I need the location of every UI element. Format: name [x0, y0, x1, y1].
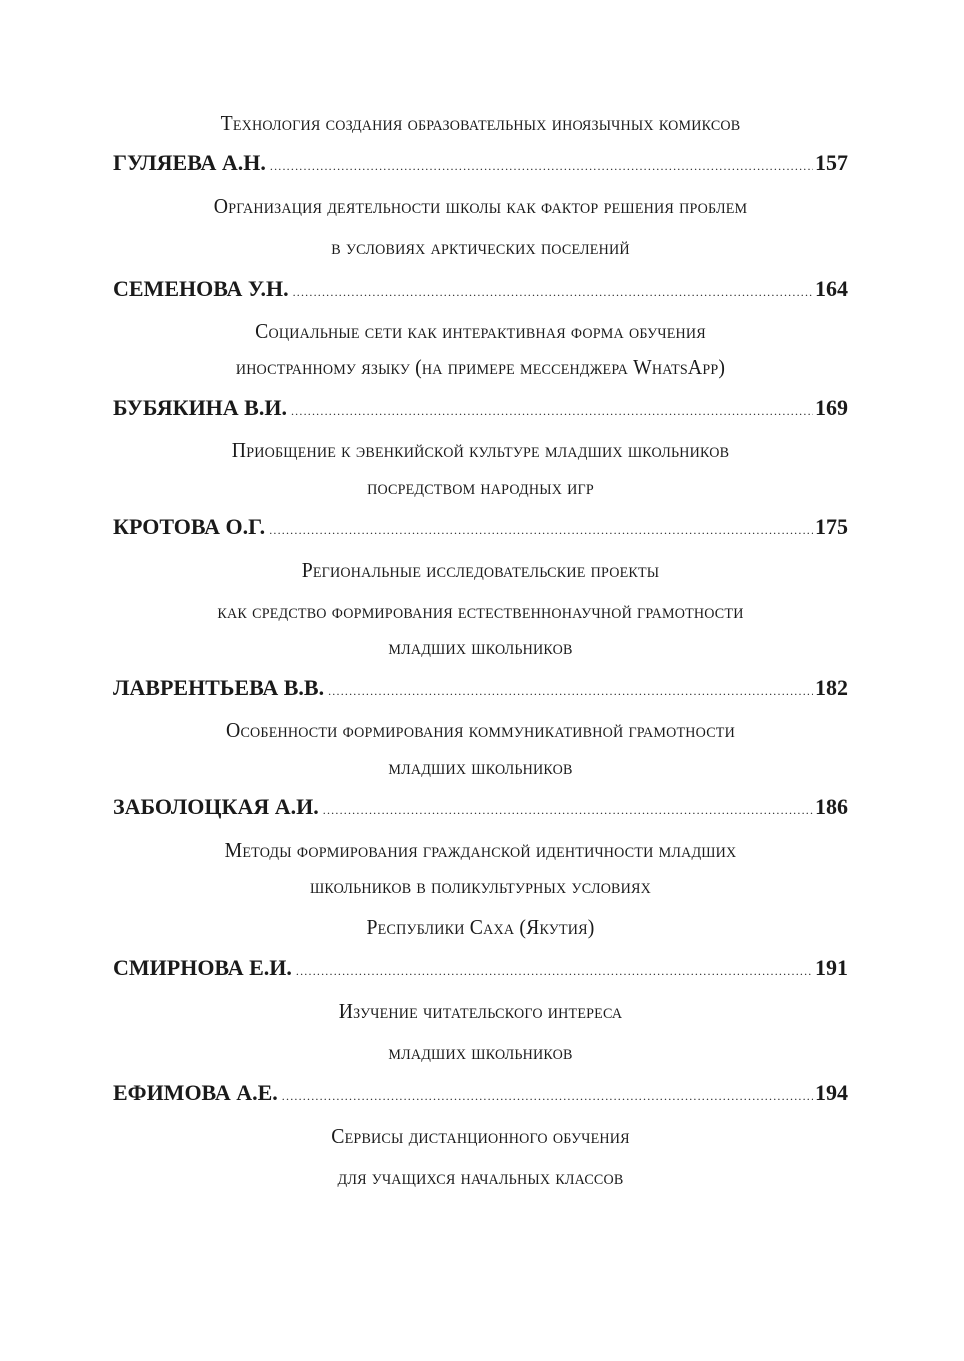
dot-leader [323, 803, 813, 818]
page-number: 175 [815, 514, 848, 539]
entry-title: Методы формирования гражданской идентичности младших [224, 838, 737, 862]
author-name: СМИРНОВА Е.И. [113, 955, 292, 980]
entry-title: школьников в поликультурных условиях [310, 874, 651, 898]
author-name: ЛАВРЕНТЬЕВА В.В. [113, 675, 325, 700]
toc-entry-author[interactable] [113, 276, 848, 302]
author-name: ЗАБОЛОЦКАЯ А.И. [113, 794, 319, 819]
author-name: БУБЯКИНА В.И. [113, 395, 287, 420]
entry-title: Технология создания образовательных иноязычных комиксов [220, 111, 741, 135]
entry-title: Региональные исследовательские проекты [301, 558, 660, 582]
dot-leader [270, 159, 813, 174]
author-name: ГУЛЯЕВА А.Н. [113, 150, 266, 175]
entry-title: Сервисы дистанционного обучения [331, 1124, 630, 1148]
toc-entry-author[interactable] [113, 1080, 848, 1106]
toc-entry-author[interactable] [113, 150, 848, 176]
toc-entry-author[interactable] [113, 675, 848, 701]
page-number: 164 [815, 276, 848, 301]
page-number: 186 [815, 794, 848, 819]
entry-title: Организация деятельности школы как фактор решения проблем [213, 194, 748, 218]
toc-entry-author[interactable] [113, 395, 848, 421]
entry-title: в условиях арктических поселений [331, 235, 630, 259]
page-number: 169 [815, 395, 848, 420]
author-name: КРОТОВА О.Г. [113, 514, 266, 539]
entry-title: Социальные сети как интерактивная форма обучения [255, 319, 706, 343]
dot-leader [282, 1089, 813, 1104]
dot-leader [328, 684, 813, 699]
entry-title: иностранному языку (на примере мессенджера WhatsApp) [235, 355, 726, 379]
toc-entry-author[interactable] [113, 794, 848, 820]
page-number: 157 [815, 150, 848, 175]
page-number: 194 [815, 1080, 848, 1105]
dot-leader [296, 964, 813, 979]
entry-title: Изучение читательского интереса [338, 999, 623, 1023]
dot-leader [291, 404, 813, 419]
toc-entry-author[interactable] [113, 955, 848, 981]
entry-title: младших школьников [388, 635, 573, 659]
entry-title: как средство формирования естественнонаучной грамотности [217, 599, 744, 623]
page-number: 182 [815, 675, 848, 700]
dot-leader [293, 285, 813, 300]
dot-leader [269, 523, 813, 538]
author-name: СЕМЕНОВА У.Н. [113, 276, 289, 301]
entry-title: Республики Саха (Якутия) [366, 915, 595, 939]
entry-title: Приобщение к эвенкийской культуре младших школьников [231, 438, 730, 462]
author-name: ЕФИМОВА А.Е. [113, 1080, 278, 1105]
entry-title: младших школьников [388, 1040, 573, 1064]
entry-title: для учащихся начальных классов [337, 1165, 624, 1189]
entry-title: младших школьников [388, 755, 573, 779]
entry-title: Особенности формирования коммуникативной грамотности [226, 718, 735, 742]
entry-title: посредством народных игр [367, 475, 594, 499]
toc-entry-author[interactable] [113, 514, 848, 540]
page-number: 191 [815, 955, 848, 980]
